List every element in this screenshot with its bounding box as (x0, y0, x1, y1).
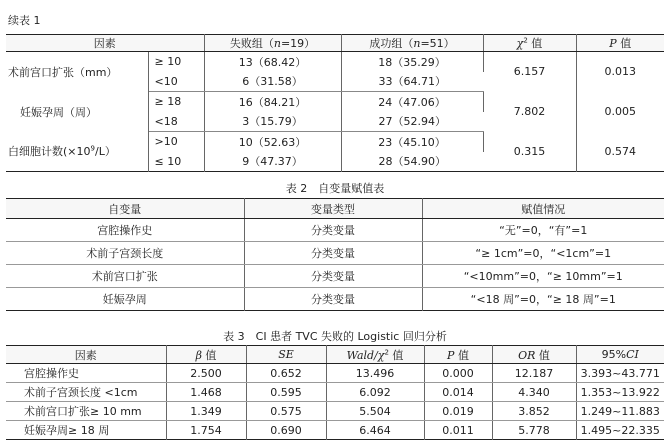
wald-cell: 13.496 (326, 364, 424, 383)
variable-cell: 宫腔操作史 (6, 219, 244, 242)
success-cell: 27（52.94） (341, 112, 483, 132)
failed-cell: 3（15.79） (204, 112, 341, 132)
table3-caption: 表 3 CI 患者 TVC 失败的 Logistic 回归分析 (223, 330, 447, 343)
level-cell: <18 (148, 112, 204, 132)
level-cell: ≤ 10 (148, 152, 204, 172)
table2 (6, 198, 664, 311)
failed-cell: 16（84.21） (204, 92, 341, 112)
header-failed-group: 失败组（n=19） (204, 35, 341, 52)
variable-cell: 术前子宫颈长度 (6, 242, 244, 265)
assignment-cell: “<18 周”=0，“≥ 18 周”=1 (470, 293, 616, 306)
ci-cell: 1.249~11.883 (576, 402, 664, 421)
failed-cell: 9（47.37） (204, 152, 341, 172)
chi2-cell: 7.802 (483, 92, 576, 132)
table-row (6, 52, 664, 72)
table1-header-row (6, 35, 664, 52)
header-assignment: 赋值情况 (422, 199, 664, 219)
header-factor: 因素 (6, 35, 204, 52)
assignment-cell: “无”=0，“有”=1 (422, 219, 664, 242)
table2-header-row (6, 199, 664, 219)
type-cell: 分类变量 (244, 242, 422, 265)
or-cell: 12.187 (492, 364, 576, 383)
p-cell: 0.574 (604, 144, 636, 158)
or-cell: 3.852 (492, 402, 576, 421)
beta-cell: 1.754 (166, 421, 246, 440)
beta-cell: 2.500 (166, 364, 246, 383)
assignment-cell: “<10mm”=0，“≥ 10mm”=1 (422, 265, 664, 288)
factor-cell: 术前子宫颈长度 <1cm (6, 383, 166, 402)
ci-cell: 1.495~22.335 (580, 423, 660, 437)
p-cell: 0.000 (424, 364, 492, 383)
p-cell: 0.005 (604, 105, 636, 118)
header-beta: β 值 (166, 346, 246, 364)
chi2-cell: 0.315 (483, 132, 576, 172)
wald-cell: 6.092 (326, 383, 424, 402)
table-row (6, 219, 664, 242)
chi2-cell: 6.157 (483, 52, 576, 92)
beta-cell: 1.468 (166, 383, 246, 402)
header-p: P 值 (576, 35, 664, 52)
header-wald: Wald/$\chi^2$ 值 (326, 346, 424, 364)
success-cell: 28（54.90） (378, 155, 446, 169)
factor-cell: 妊娠孕周≥ 18 周 (6, 421, 166, 440)
se-cell: 0.595 (246, 383, 326, 402)
header-p: P 值 (424, 346, 492, 364)
p-cell: 0.011 (424, 421, 492, 440)
level-cell: <10 (148, 72, 204, 92)
table-row (6, 242, 664, 265)
se-cell: 0.575 (246, 402, 326, 421)
factor-cell: 术前宫口扩张≥ 10 mm (6, 402, 166, 421)
table-row (6, 288, 664, 311)
header-success-group: 成功组（n=51） (341, 35, 483, 52)
header-ci: 95%CI (576, 346, 664, 364)
level-cell: >10 (148, 132, 204, 152)
factor-cell: 宫腔操作史 (6, 364, 166, 383)
assignment-cell: “≥ 1cm”=0，“<1cm”=1 (422, 242, 664, 265)
or-cell: 4.340 (492, 383, 576, 402)
type-cell: 分类变量 (244, 288, 422, 311)
table1-caption: 续表 1 (8, 14, 41, 27)
type-cell: 分类变量 (244, 219, 422, 242)
variable-cell: 妊娠孕周 (6, 288, 244, 311)
ci-cell: 3.393~43.771 (576, 364, 664, 383)
header-variable: 自变量 (6, 199, 244, 219)
level-cell: ≥ 18 (148, 92, 204, 112)
failed-cell: 13（68.42） (204, 52, 341, 72)
beta-cell: 1.349 (166, 402, 246, 421)
wald-cell: 5.504 (326, 402, 424, 421)
table-row (6, 402, 664, 421)
success-cell: 33（64.71） (341, 72, 483, 92)
variable-cell: 术前宫口扩张 (6, 265, 244, 288)
group-label-wbc-count: 白细胞计数$(\times 10^9/L)$ (6, 132, 148, 172)
table3-header-row (6, 346, 664, 364)
header-or: OR 值 (492, 346, 576, 364)
p-cell: 0.014 (424, 383, 492, 402)
table3 (6, 345, 664, 440)
ci-cell: 1.353~13.922 (576, 383, 664, 402)
table-row (6, 383, 664, 402)
group-label-cervical-dilation: 术前宫口扩张（mm） (6, 52, 148, 92)
table1 (6, 34, 664, 172)
level-cell: ≥ 10 (148, 52, 204, 72)
table-row (6, 265, 664, 288)
p-cell: 0.013 (604, 65, 636, 79)
table-row (6, 132, 664, 152)
header-variable-type: 变量类型 (244, 199, 422, 219)
group-label-gestational-week: 妊娠孕周（周） (6, 92, 148, 132)
failed-cell: 6（31.58） (204, 72, 341, 92)
table-row (6, 364, 664, 383)
p-cell: 0.019 (424, 402, 492, 421)
header-chi2: $\chi^2$ 值 (483, 35, 576, 52)
failed-cell: 10（52.63） (204, 132, 341, 152)
header-factor: 因素 (6, 346, 166, 364)
wald-cell: 6.464 (326, 421, 424, 440)
or-cell: 5.778 (492, 421, 576, 440)
table2-caption: 表 2 自变量赋值表 (285, 182, 385, 195)
table-row (6, 92, 664, 112)
success-cell: 18（35.29） (341, 52, 483, 72)
type-cell: 分类变量 (244, 265, 422, 288)
table-row (6, 421, 664, 440)
success-cell: 23（45.10） (341, 132, 483, 152)
se-cell: 0.690 (246, 421, 326, 440)
se-cell: 0.652 (246, 364, 326, 383)
success-cell: 24（47.06） (341, 92, 483, 112)
header-se: SE (246, 346, 326, 364)
